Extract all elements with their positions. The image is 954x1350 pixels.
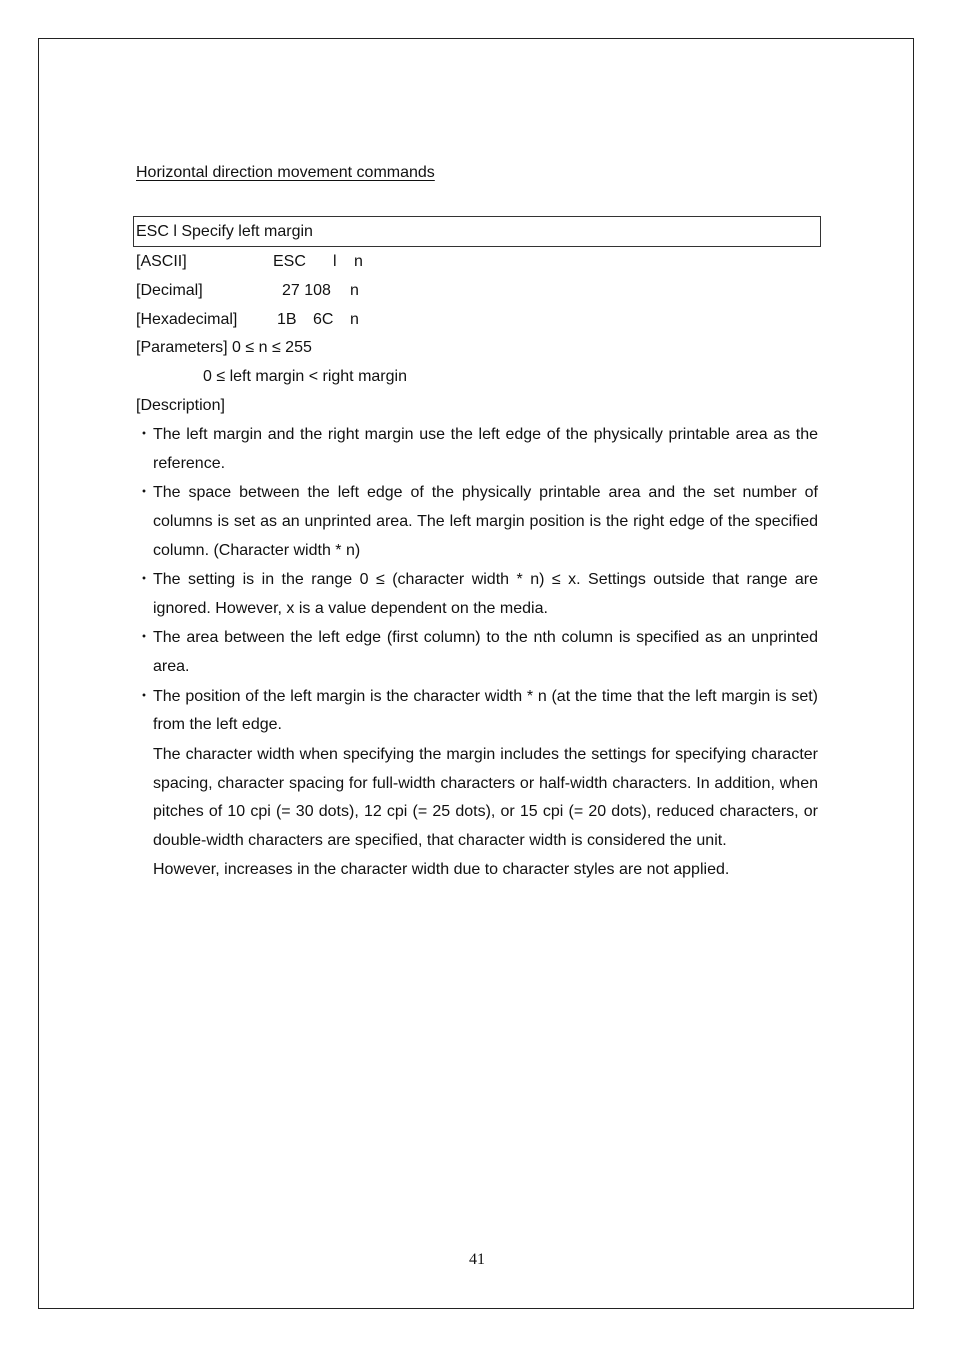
bullet-text: The setting is in the range 0 ≤ (character width * n) ≤ x. Settings outside that range are ignored. However, x is a value dependent on the media. (153, 571, 818, 617)
command-title: ESC l Specify left margin (136, 223, 313, 240)
section-heading: Horizontal direction movement commands (136, 164, 435, 181)
decimal-value-1: 27 108 (282, 282, 331, 299)
command-title-box (133, 216, 821, 247)
bullet-mark: ・ (136, 629, 153, 647)
hexadecimal-value-1: 1B (277, 311, 297, 328)
decimal-label: [Decimal] (136, 282, 203, 299)
parameters-label: [Parameters] 0 ≤ n ≤ 255 (136, 339, 312, 356)
ascii-label: [ASCII] (136, 253, 187, 270)
description-paragraph: The character width when specifying the margin includes the settings for specifying character spacing, character spacing for full-width characters or half-width characters. In addition, when pitches of 10 cpi (= 30 dots), 12 cpi (= 25 dots), or 15 cpi (= 20 dots), reduced characters, or double-width characters are specified, that character width is considered the unit. (153, 745, 818, 850)
list-item (136, 479, 818, 565)
ascii-value-3: n (354, 253, 363, 270)
decimal-value-3: n (350, 282, 359, 299)
list-item (136, 624, 818, 682)
description-paragraph: However, increases in the character width due to character styles are not applied. (153, 860, 730, 878)
bullet-text: The space between the left edge of the physically printable area and the set number of columns is set as an unprinted area. The left margin position is the right edge of the specified column. (Character width * n) (153, 484, 818, 559)
hexadecimal-label: [Hexadecimal] (136, 311, 238, 328)
list-item (136, 683, 818, 741)
hexadecimal-value-3: n (350, 311, 359, 328)
bullet-mark: ・ (136, 571, 153, 589)
parameters-line-2: 0 ≤ left margin < right margin (203, 368, 407, 385)
ascii-value-1: ESC (273, 253, 306, 270)
bullet-text: The left margin and the right margin use the left edge of the physically printable area as the reference. (153, 426, 818, 472)
description-list (136, 421, 818, 885)
bullet-text: The position of the left margin is the character width * n (at the time that the left margin is set) from the left edge. (153, 687, 818, 734)
bullet-mark: ・ (136, 484, 153, 502)
bullet-mark: ・ (136, 687, 153, 705)
hexadecimal-value-2: 6C (313, 311, 334, 328)
list-item (136, 421, 818, 479)
description-label: [Description] (136, 397, 225, 414)
list-item (136, 566, 818, 624)
ascii-value-2: l (333, 253, 337, 270)
bullet-text: The area between the left edge (first column) to the nth column is specified as an unprinted area. (153, 629, 818, 676)
page-number: 41 (469, 1251, 485, 1268)
bullet-mark: ・ (136, 426, 153, 443)
